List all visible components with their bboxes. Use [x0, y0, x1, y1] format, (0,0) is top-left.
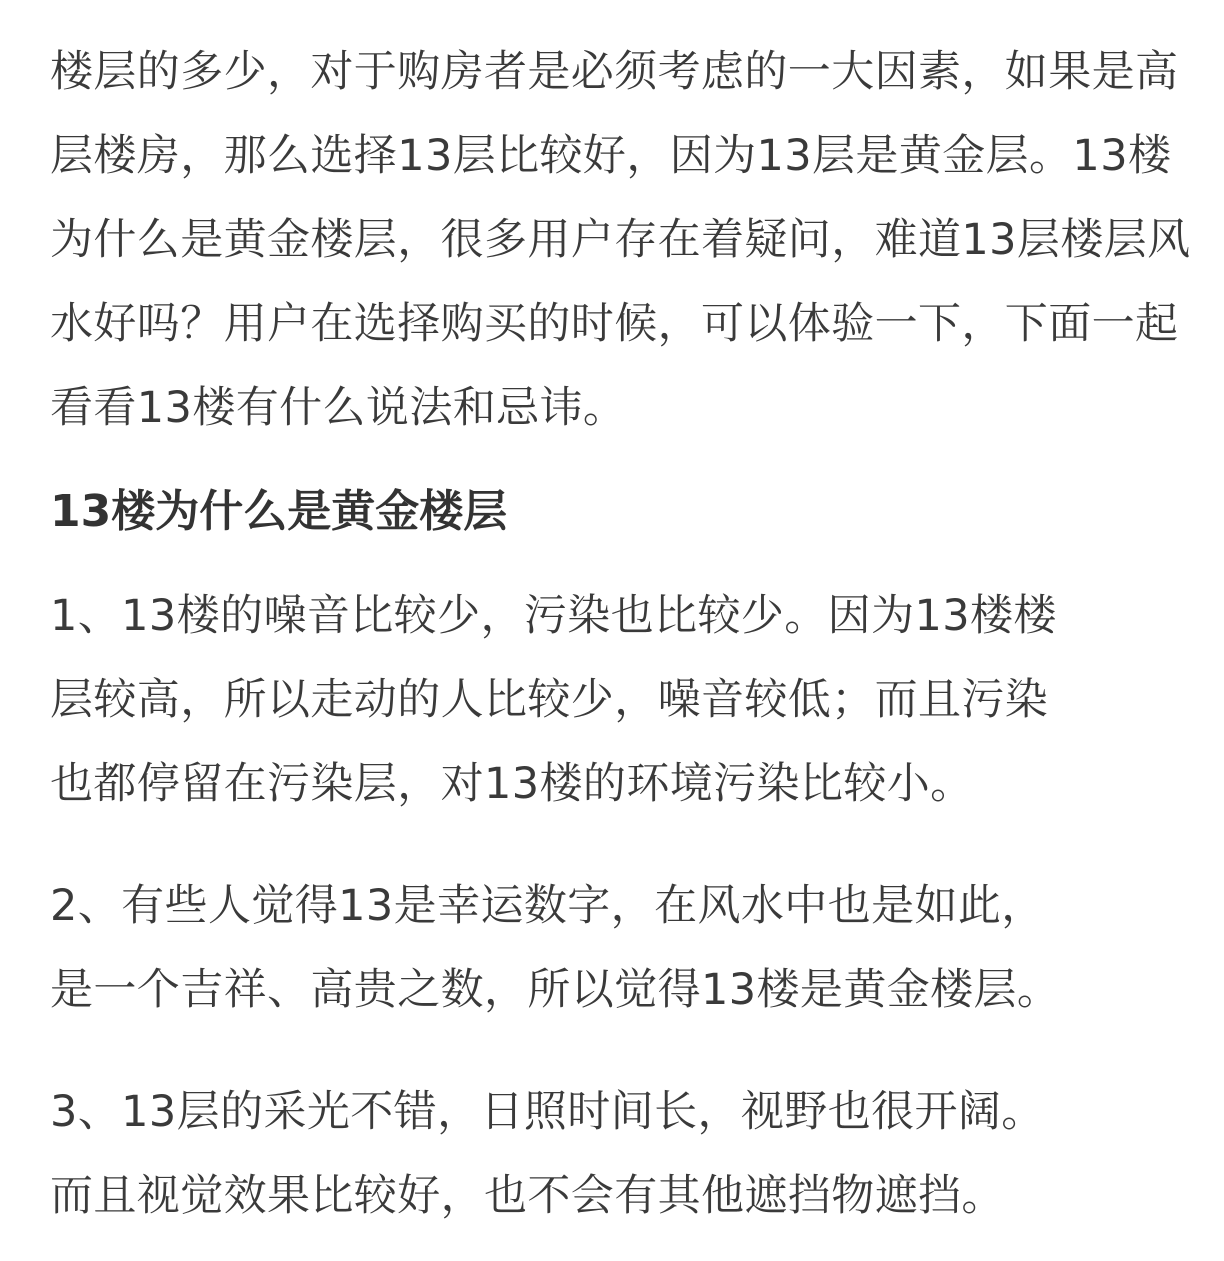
intro-line: 楼层的多少，对于购房者是必须考虑的一大因素，如果是高 [50, 47, 1179, 97]
point-line: 是一个吉祥、高贵之数，所以觉得13楼是黄金楼层。 [50, 965, 1061, 1015]
intro-paragraph [50, 30, 1191, 450]
intro-line: 水好吗？用户在选择购买的时候，可以体验一下，下面一起 [50, 299, 1179, 349]
article-body [50, 30, 1191, 1238]
point-line: 1、13楼的噪音比较少，污染也比较少。因为13楼楼 [50, 591, 1057, 641]
point-line: 层较高，所以走动的人比较少，噪音较低；而且污染 [50, 675, 1049, 725]
point-paragraph-2 [50, 864, 1180, 1032]
intro-line: 层楼房，那么选择13层比较好，因为13层是黄金层。13楼 [50, 131, 1172, 181]
point-line: 也都停留在污染层，对13楼的环境污染比较小。 [50, 759, 974, 809]
section-heading: 13楼为什么是黄金楼层 [50, 486, 508, 537]
point-line: 3、13层的采光不错，日照时间长，视野也很开阔。 [50, 1087, 1045, 1137]
point-paragraph-3 [50, 1070, 1180, 1238]
point-line: 而且视觉效果比较好，也不会有其他遮挡物遮挡。 [50, 1171, 1005, 1221]
intro-line: 为什么是黄金楼层，很多用户存在着疑问，难道13层楼层风 [50, 215, 1191, 265]
point-line: 2、有些人觉得13是幸运数字，在风水中也是如此， [50, 881, 1045, 931]
intro-line: 看看13楼有什么说法和忌讳。 [50, 383, 627, 433]
point-paragraph-1 [50, 574, 1180, 826]
